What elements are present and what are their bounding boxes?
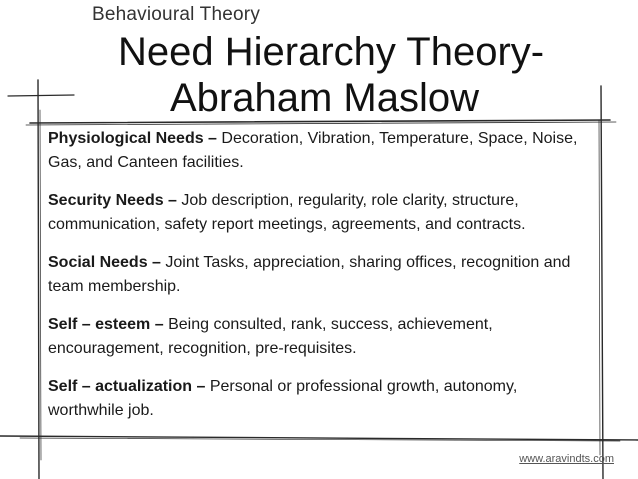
need-item-text: Job description, regularity, role clarity, structure, communication, safety report meetings, agreements, and contracts.	[48, 192, 526, 233]
need-item-text: Joint Tasks, appreciation, sharing offices, recognition and team membership.	[48, 254, 571, 295]
slide-title-line-1: Need Hierarchy Theory-	[118, 30, 545, 74]
slide-title-line-2: Abraham Maslow	[170, 76, 480, 120]
need-item-heading: Security Needs –	[48, 192, 177, 209]
need-item-self-actualization	[48, 375, 588, 423]
need-item-text: Being consulted, rank, success, achievement, encouragement, recognition, pre-requisites.	[48, 316, 493, 357]
need-item-text: Decoration, Vibration, Temperature, Space, Noise, Gas, and Canteen facilities.	[48, 130, 578, 171]
slide-subtitle: Behavioural Theory	[92, 4, 261, 25]
need-item-social	[48, 251, 588, 299]
need-item-security	[48, 189, 588, 237]
need-item-heading: Self – actualization –	[48, 378, 206, 395]
need-item-text: Personal or professional growth, autonomy, worthwhile job.	[48, 378, 518, 419]
need-item-heading: Physiological Needs –	[48, 130, 217, 147]
need-item-physiological	[48, 127, 588, 175]
need-item-heading: Social Needs –	[48, 254, 161, 271]
needs-list	[48, 127, 588, 437]
footer-website-link[interactable]: www.aravindts.com	[519, 453, 614, 465]
need-item-self-esteem	[48, 313, 588, 361]
need-item-heading: Self – esteem –	[48, 316, 164, 333]
